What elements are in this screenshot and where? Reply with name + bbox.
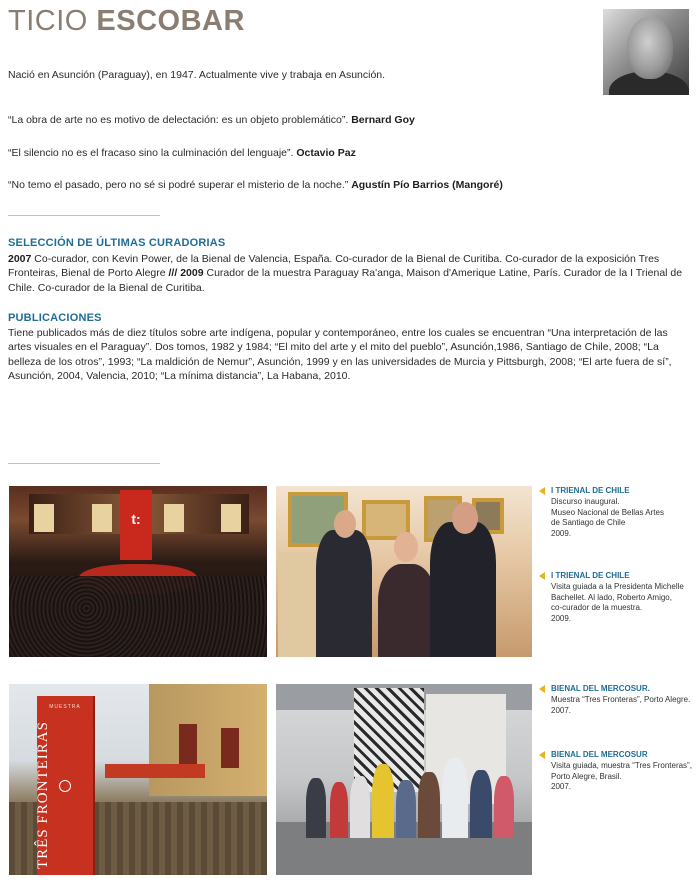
caption-title: BIENAL DEL MERCOSUR	[551, 750, 648, 759]
banner-letter: t:	[131, 511, 141, 527]
totem-small-label: MUESTRA	[49, 704, 81, 710]
photo-children-visit	[276, 684, 532, 875]
caption-title: I TRIENAL DE CHILE	[551, 486, 630, 495]
separator: ///	[168, 267, 178, 280]
quote-author: Agustín Pío Barrios (Mangoré)	[351, 179, 503, 191]
quote-author: Octavio Paz	[296, 147, 356, 159]
section-divider	[8, 463, 160, 464]
title-first-name: TICIO	[8, 5, 88, 37]
quote-1	[8, 113, 415, 127]
caption-1: I TRIENAL DE CHILE Discurso inaugural. Museo Nacional de Bellas Artes de Santiago de Chile 2009.	[551, 486, 696, 540]
quote-text: “La obra de arte no es motivo de delectación: es un objeto problemático”.	[8, 114, 349, 126]
curadorias-text: 2007 Co-curador, con Kevin Power, de la Bienal de Valencia, España. Co-curador de la Bienal de Curitiba. Co-curador de la exposición Tres Fronteiras, Bienal de Porto Alegre /// 2009 Curador de la muestra Paraguay Ra'anga, Maison d'Amerique Latine, París. Curador de la I Trienal de Chile. Co-curador de la Bienal de Curitiba.	[8, 253, 683, 294]
quote-2	[8, 146, 356, 160]
page-title	[8, 6, 245, 38]
publicaciones-text: Tiene publicados más de diez títulos sobre arte indígena, popular y contemporáneo, entre los cuales se encuentran “Una interpretación de las artes visuales en el Paraguay”. Dos tomos, 1982 y 1984; “El mito del arte y el mito del pueblo”, Asunción,1986, Santiago de Chile, 2008; “La belleza de los otros”, 1993; “La maldición de Nemur”, Asunción, 1999 y en las universidades de Murcia y Pittsburgh, 2008; “El arte fuera de sí”, Asunción, 2004, Valencia, 2010; “La mínima distancia”, La Habana, 2010.	[8, 327, 672, 383]
portrait-photo	[603, 9, 689, 95]
quote-3	[8, 178, 503, 192]
curadorias-heading: SELECCIÓN DE ÚLTIMAS CURADORIAS	[8, 237, 226, 249]
photo-gallery-visit	[276, 486, 532, 657]
bio-text: Nació en Asunción (Paraguay), en 1947. Actualmente vive y trabaja en Asunción.	[8, 69, 386, 81]
caption-title: I TRIENAL DE CHILE	[551, 571, 630, 580]
quote-author: Bernard Goy	[351, 114, 415, 126]
totem-title: TRÊS FRONTEIRAS	[35, 721, 51, 869]
photo-auditorium	[9, 486, 267, 657]
arrow-left-icon	[539, 751, 545, 759]
photo-totem	[9, 684, 267, 875]
arrow-left-icon	[539, 685, 545, 693]
caption-4: BIENAL DEL MERCOSUR Visita guiada, muestra “Tres Fronteras”, Porto Alegre, Brasil. 2007.	[551, 750, 696, 793]
arrow-left-icon	[539, 487, 545, 495]
title-last-name: ESCOBAR	[96, 5, 245, 37]
publicaciones-heading: PUBLICACIONES	[8, 312, 102, 324]
quote-text: “No temo el pasado, pero no sé si podré superar el misterio de la noche.”	[8, 179, 349, 191]
section-divider	[8, 215, 160, 216]
quote-text: “El silencio no es el fracaso sino la culminación del lenguaje”.	[8, 147, 294, 159]
arrow-left-icon	[539, 572, 545, 580]
caption-2: I TRIENAL DE CHILE Visita guiada a la Presidenta Michelle Bachellet. Al lado, Roberto Amigo, co-curador de la muestra. 2009.	[551, 571, 696, 625]
year-label: 2007	[8, 253, 32, 265]
year-label: 2009	[180, 267, 204, 280]
caption-3: BIENAL DEL MERCOSUR. Muestra “Tres Fronteras”, Porto Alegre. 2007.	[551, 684, 696, 716]
caption-title: BIENAL DEL MERCOSUR.	[551, 684, 650, 693]
